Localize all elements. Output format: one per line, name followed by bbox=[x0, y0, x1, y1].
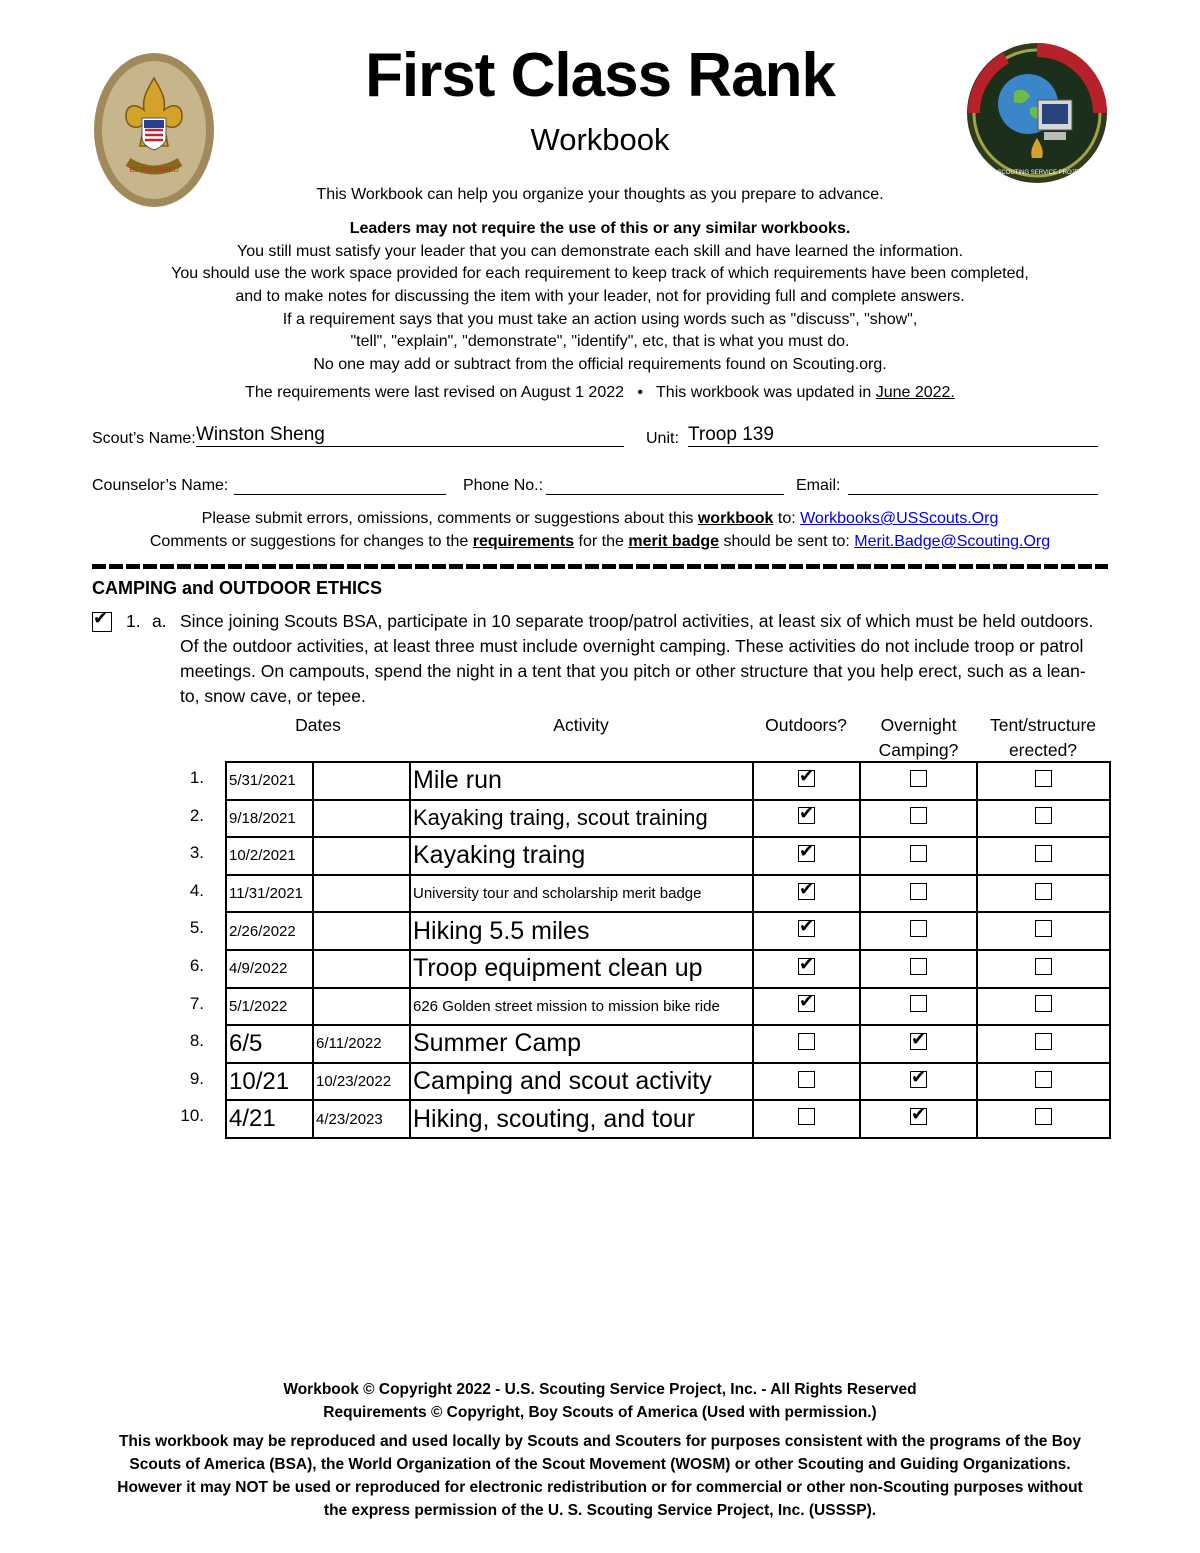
activity-log-table bbox=[225, 761, 1111, 1139]
date-start-cell[interactable]: 6/5 bbox=[226, 1025, 313, 1063]
tent-checkbox-cell bbox=[977, 1063, 1110, 1101]
date-start-cell[interactable]: 10/21 bbox=[226, 1063, 313, 1101]
table-row bbox=[226, 988, 1110, 1026]
footer-license-4: the express permission of the U. S. Scouting Service Project, Inc. (USSSP). bbox=[323, 1502, 877, 1519]
tent-checkbox-cell bbox=[977, 1025, 1110, 1063]
row-number: 7. bbox=[189, 993, 204, 1013]
outdoors-checkbox[interactable] bbox=[798, 770, 815, 787]
outdoors-checkbox-cell bbox=[753, 950, 860, 988]
footer-copyright-2: Requirements © Copyright, Boy Scouts of America (Used with permission.) bbox=[323, 1404, 877, 1421]
overnight-checkbox-cell bbox=[860, 950, 977, 988]
tent-checkbox[interactable] bbox=[1035, 1033, 1052, 1050]
date-end-cell[interactable] bbox=[313, 875, 410, 913]
outdoors-checkbox[interactable] bbox=[798, 807, 815, 824]
overnight-checkbox[interactable] bbox=[910, 770, 927, 787]
tent-checkbox[interactable] bbox=[1035, 770, 1052, 787]
row-number: 1. bbox=[189, 768, 204, 787]
outdoors-checkbox-cell bbox=[753, 1100, 860, 1138]
date-start-cell[interactable]: 9/18/2021 bbox=[226, 800, 313, 838]
col-header-tent-line-2: erected? bbox=[1008, 740, 1078, 760]
row-number: 8. bbox=[189, 1031, 204, 1051]
contact-text-4: for the bbox=[574, 533, 629, 550]
date-start-cell[interactable]: 4/9/2022 bbox=[226, 950, 313, 988]
row-number: 3. bbox=[189, 843, 204, 863]
overnight-checkbox[interactable] bbox=[910, 995, 927, 1012]
intro-line-6: If a requirement says that you must take an action using words such as "discuss", "show", bbox=[282, 311, 918, 328]
intro-line-3: You still must satisfy your leader that you can demonstrate each skill and have learned the information. bbox=[236, 243, 964, 260]
table-row bbox=[226, 950, 1110, 988]
outdoors-checkbox[interactable] bbox=[798, 995, 815, 1012]
table-row bbox=[226, 912, 1110, 950]
row-number: 10. bbox=[180, 1106, 204, 1126]
tent-checkbox[interactable] bbox=[1035, 958, 1052, 975]
scout-name-label: Scout’s Name: bbox=[92, 430, 196, 447]
intro-line-5: and to make notes for discussing the item with your leader, not for providing full and complete answers. bbox=[235, 288, 965, 305]
page-subtitle: Workbook bbox=[530, 122, 670, 157]
activity-cell[interactable]: Camping and scout activity bbox=[410, 1063, 753, 1101]
overnight-checkbox-cell bbox=[860, 837, 977, 875]
overnight-checkbox-cell bbox=[860, 1100, 977, 1138]
requirements-contact-line bbox=[0, 533, 1200, 551]
errors-contact-line bbox=[0, 510, 1200, 528]
overnight-checkbox[interactable] bbox=[910, 1033, 927, 1050]
email-field[interactable] bbox=[848, 472, 1098, 495]
date-start-cell[interactable]: 11/31/2021 bbox=[226, 875, 313, 913]
tent-checkbox-cell bbox=[977, 1100, 1110, 1138]
contact-text-3: Comments or suggestions for changes to the bbox=[149, 533, 473, 550]
overnight-checkbox-cell bbox=[860, 762, 977, 800]
outdoors-checkbox[interactable] bbox=[798, 920, 815, 937]
contact-workbook-word: workbook bbox=[697, 510, 774, 527]
tent-checkbox-cell bbox=[977, 875, 1110, 913]
row-number: 4. bbox=[189, 880, 204, 900]
unit-label: Unit: bbox=[646, 430, 679, 447]
contact-requirements-word: requirements bbox=[472, 533, 575, 550]
tent-checkbox[interactable] bbox=[1035, 883, 1052, 900]
requirement-checkbox[interactable] bbox=[92, 612, 112, 637]
overnight-checkbox[interactable] bbox=[910, 1108, 927, 1125]
requirement-line-2: Of the outdoor activities, at least three must include overnight camping. These activities do not include troop or patrol bbox=[180, 636, 1084, 656]
phone-label: Phone No.: bbox=[463, 477, 544, 494]
outdoors-checkbox[interactable] bbox=[798, 883, 815, 900]
date-end-cell[interactable]: 6/11/2022 bbox=[313, 1025, 410, 1063]
section-divider bbox=[92, 564, 1108, 569]
tent-checkbox[interactable] bbox=[1035, 845, 1052, 862]
row-number: 2. bbox=[189, 805, 204, 825]
overnight-checkbox[interactable] bbox=[910, 958, 927, 975]
overnight-checkbox[interactable] bbox=[910, 883, 927, 900]
phone-field[interactable] bbox=[546, 472, 784, 495]
overnight-checkbox-cell bbox=[860, 1063, 977, 1101]
col-header-dates: Dates bbox=[295, 715, 341, 735]
date-end-cell[interactable] bbox=[313, 988, 410, 1026]
requirement-line-4: to, snow cave, or tepee. bbox=[180, 686, 366, 706]
overnight-checkbox[interactable] bbox=[910, 807, 927, 824]
overnight-checkbox-cell bbox=[860, 800, 977, 838]
counselor-name-field[interactable] bbox=[234, 472, 446, 495]
requirement-check-icon bbox=[92, 612, 112, 632]
activity-cell[interactable]: Hiking 5.5 miles bbox=[410, 912, 753, 950]
table-row bbox=[226, 875, 1110, 913]
intro-line-2: Leaders may not require the use of this or any similar workbooks. bbox=[349, 220, 851, 237]
tent-checkbox-cell bbox=[977, 800, 1110, 838]
activity-cell[interactable]: Mile run bbox=[410, 762, 753, 800]
tent-checkbox-cell bbox=[977, 950, 1110, 988]
outdoors-checkbox-cell bbox=[753, 988, 860, 1026]
requirement-number: 1. bbox=[126, 611, 141, 631]
outdoors-checkbox-cell bbox=[753, 912, 860, 950]
counselor-name-label: Counselor’s Name: bbox=[92, 477, 229, 494]
footer-license-3: However it may NOT be used or reproduced for electronic redistribution or for commercial or other non-Scouting purposes without bbox=[117, 1479, 1083, 1496]
scout-name-value: Winston Sheng bbox=[196, 424, 325, 445]
date-end-cell[interactable] bbox=[313, 912, 410, 950]
col-header-tent-line-1: Tent/structure bbox=[989, 715, 1097, 735]
badge-motto-text: BE PREPARED bbox=[129, 167, 179, 174]
table-row bbox=[226, 837, 1110, 875]
requirement-line-1: Since joining Scouts BSA, participate in 10 separate troop/patrol activities, at least six of which must be held outdoors. bbox=[180, 611, 1094, 631]
footer-license-1: This workbook may be reproduced and used locally by Scouts and Scouters for purposes consistent with the programs of the Boy bbox=[118, 1433, 1082, 1450]
updated-text: This workbook was updated in bbox=[656, 384, 876, 401]
outdoors-checkbox[interactable] bbox=[798, 958, 815, 975]
requirement-letter: a. bbox=[152, 611, 167, 631]
unit-field[interactable] bbox=[688, 424, 1098, 447]
table-row bbox=[226, 1063, 1110, 1101]
outdoors-checkbox-cell bbox=[753, 762, 860, 800]
tent-checkbox[interactable] bbox=[1035, 920, 1052, 937]
requirement-line-3: meetings. On campouts, spend the night in a tent that you pitch or other structure that you help erect, such as a lean- bbox=[180, 661, 1086, 681]
bullet-separator: • bbox=[637, 384, 643, 401]
tent-checkbox[interactable] bbox=[1035, 1071, 1052, 1088]
row-number: 9. bbox=[189, 1068, 204, 1088]
col-header-outdoors: Outdoors? bbox=[765, 715, 847, 735]
email-label: Email: bbox=[796, 477, 841, 494]
date-start-cell[interactable]: 5/1/2022 bbox=[226, 988, 313, 1026]
seal-caption-text: US SCOUTING SERVICE PROJECT bbox=[987, 170, 1087, 176]
date-start-cell[interactable]: 4/21 bbox=[226, 1100, 313, 1138]
activity-cell[interactable]: Kayaking traing, scout training bbox=[410, 800, 753, 838]
date-end-cell[interactable] bbox=[313, 837, 410, 875]
activity-cell[interactable]: University tour and scholarship merit badge bbox=[410, 875, 753, 913]
outdoors-checkbox-cell bbox=[753, 1025, 860, 1063]
table-row bbox=[226, 762, 1110, 800]
footer-license-2: Scouts of America (BSA), the World Organization of the Scout Movement (WOSM) or other Scouting and Guiding Organizations. bbox=[129, 1456, 1071, 1473]
intro-line-1: This Workbook can help you organize your thoughts as you prepare to advance. bbox=[316, 186, 884, 203]
outdoors-checkbox[interactable] bbox=[798, 1108, 815, 1125]
intro-line-8: No one may add or subtract from the official requirements found on Scouting.org. bbox=[313, 356, 887, 373]
col-header-activity: Activity bbox=[553, 715, 609, 735]
outdoors-checkbox[interactable] bbox=[798, 1033, 815, 1050]
tent-checkbox-cell bbox=[977, 988, 1110, 1026]
outdoors-checkbox[interactable] bbox=[798, 1071, 815, 1088]
page-title: First Class Rank bbox=[365, 41, 835, 110]
tent-checkbox-cell bbox=[977, 837, 1110, 875]
tent-checkbox[interactable] bbox=[1035, 807, 1052, 824]
activity-cell[interactable]: Hiking, scouting, and tour bbox=[410, 1100, 753, 1138]
outdoors-checkbox[interactable] bbox=[798, 845, 815, 862]
row-number: 5. bbox=[189, 918, 204, 938]
overnight-checkbox-cell bbox=[860, 875, 977, 913]
activity-cell[interactable]: Troop equipment clean up bbox=[410, 950, 753, 988]
row-number: 6. bbox=[189, 956, 204, 975]
date-end-cell[interactable] bbox=[313, 800, 410, 838]
overnight-checkbox-cell bbox=[860, 912, 977, 950]
outdoors-checkbox-cell bbox=[753, 875, 860, 913]
col-header-overnight-line-1: Overnight bbox=[880, 715, 957, 735]
section-heading: CAMPING and OUTDOOR ETHICS bbox=[92, 578, 383, 598]
date-end-cell[interactable] bbox=[313, 950, 410, 988]
merit-badge-email-link[interactable]: Merit.Badge@Scouting.Org bbox=[854, 533, 1051, 550]
contact-text-2: to: bbox=[773, 510, 801, 527]
col-header-overnight-line-2: Camping? bbox=[878, 740, 959, 760]
activity-cell[interactable]: Summer Camp bbox=[410, 1025, 753, 1063]
intro-line-4: You should use the work space provided for each requirement to keep track of which requirements have been completed, bbox=[171, 265, 1029, 282]
tent-checkbox-cell bbox=[977, 762, 1110, 800]
contact-merit-badge-word: merit badge bbox=[628, 533, 720, 550]
tent-checkbox[interactable] bbox=[1035, 1108, 1052, 1125]
outdoors-checkbox-cell bbox=[753, 1063, 860, 1101]
date-end-cell[interactable]: 10/23/2022 bbox=[313, 1063, 410, 1101]
outdoors-checkbox-cell bbox=[753, 800, 860, 838]
outdoors-checkbox-cell bbox=[753, 837, 860, 875]
date-start-cell[interactable]: 10/2/2021 bbox=[226, 837, 313, 875]
table-row bbox=[226, 800, 1110, 838]
unit-value: Troop 139 bbox=[688, 424, 774, 445]
overnight-checkbox-cell bbox=[860, 1025, 977, 1063]
overnight-checkbox-cell bbox=[860, 988, 977, 1026]
activity-cell[interactable]: 626 Golden street mission to mission bike ride bbox=[410, 988, 753, 1026]
contact-text-5: should be sent to: bbox=[719, 533, 855, 550]
footer-copyright-1: Workbook © Copyright 2022 - U.S. Scouting Service Project, Inc. - All Rights Reserved bbox=[283, 1381, 917, 1398]
date-start-cell[interactable]: 2/26/2022 bbox=[226, 912, 313, 950]
activity-cell[interactable]: Kayaking traing bbox=[410, 837, 753, 875]
col-header-overnight bbox=[860, 713, 977, 763]
table-row bbox=[226, 1025, 1110, 1063]
contact-text-1: Please submit errors, omissions, comments or suggestions about this bbox=[201, 510, 698, 527]
workbooks-email-link[interactable]: Workbooks@USScouts.Org bbox=[800, 510, 999, 527]
updated-date: June 2022. bbox=[875, 384, 955, 401]
overnight-checkbox[interactable] bbox=[910, 845, 927, 862]
tent-checkbox-cell bbox=[977, 912, 1110, 950]
date-start-cell[interactable]: 5/31/2021 bbox=[226, 762, 313, 800]
revision-line bbox=[0, 384, 1200, 402]
date-end-cell[interactable] bbox=[313, 762, 410, 800]
scout-name-field[interactable] bbox=[196, 424, 624, 447]
intro-line-7: "tell", "explain", "demonstrate", "identify", etc, that is what you must do. bbox=[350, 333, 850, 350]
table-row bbox=[226, 1100, 1110, 1138]
date-end-cell[interactable]: 4/23/2023 bbox=[313, 1100, 410, 1138]
revised-date-text: The requirements were last revised on August 1 2022 bbox=[245, 384, 625, 401]
col-header-tent bbox=[977, 713, 1109, 763]
overnight-checkbox[interactable] bbox=[910, 1071, 927, 1088]
overnight-checkbox[interactable] bbox=[910, 920, 927, 937]
tent-checkbox[interactable] bbox=[1035, 995, 1052, 1012]
